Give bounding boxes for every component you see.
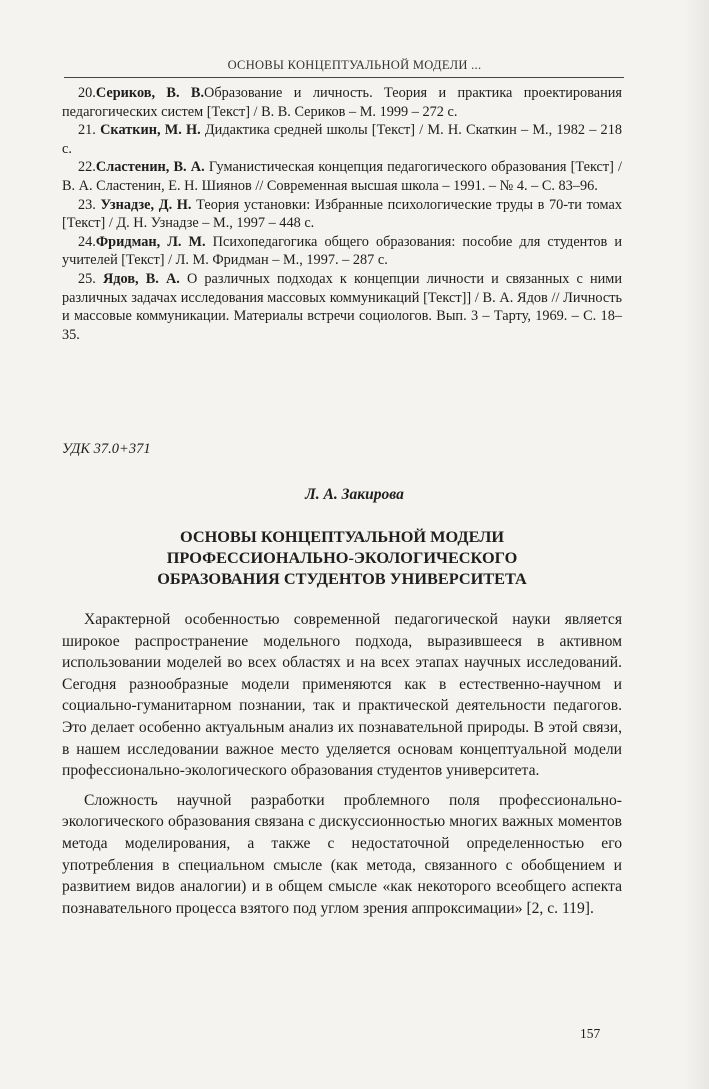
title-line: ОБРАЗОВАНИЯ СТУДЕНТОВ УНИВЕРСИТЕТА	[157, 569, 527, 588]
article-body	[62, 609, 622, 927]
reference-item	[62, 233, 622, 270]
reference-number: 24.	[78, 233, 96, 250]
title-line: ОСНОВЫ КОНЦЕПТУАЛЬНОЙ МОДЕЛИ	[179, 527, 505, 546]
reference-item	[62, 84, 622, 121]
reference-number: 25.	[78, 270, 96, 287]
reference-text: Психопедагогика общего образования: пособие для студентов и учителей [Текст] / Л. М. Фридман – М., 1997. – 287 с.	[62, 233, 622, 269]
reference-item	[62, 196, 622, 233]
page-number: 157	[580, 1026, 601, 1041]
running-head: ОСНОВЫ КОНЦЕПТУАЛЬНОЙ МОДЕЛИ ...	[227, 58, 482, 72]
udk-code: УДК 37.0+371	[62, 441, 151, 457]
reference-item	[62, 270, 622, 344]
article-author: Л. А. Закирова	[305, 486, 404, 503]
reference-number: 20.	[78, 85, 96, 101]
reference-author: Сериков, В. В.	[95, 85, 205, 101]
reference-text: Образование и личность. Теория и практика проектирования педагогических систем [Текст] / В. В. Сериков – М. 1999 – 272 с.	[62, 85, 622, 120]
reference-text: О различных подходах к концепции личности и связанных с ними различных задачах исследования массовых коммуникаций [Текст]] / В. А. Ядов // Личность и массовые коммуникации. Материалы встречи социологов. Вып. 3 – Тарту, 1969. – С. 18–35.	[62, 270, 622, 343]
reference-item	[62, 158, 622, 195]
reference-number: 21.	[78, 122, 96, 139]
reference-author: Фридман, Л. М.	[95, 233, 206, 250]
reference-author: Сластенин, В. А.	[95, 159, 205, 176]
reference-author: Ядов, В. А.	[102, 270, 180, 287]
body-paragraph: Характерной особенностью современной педагогической науки является широкое распространение модельного подхода, выразившееся в активном использовании моделей во всех областях и на всех этапах научных исследований. Сегодня разнообразные модели применяются как в естественно-научном и социально-гуманитарном познании, так и практической деятельности педагогов. Это делает особенно актуальным анализ их познавательной природы. В этой связи, в нашем исследовании важное место уделяется основам концептуальной модели профессионально-экологического образования студентов университета.	[62, 611, 622, 780]
article-title	[62, 526, 622, 589]
reference-text: Дидактика средней школы [Текст] / М. Н. Скаткин – М., 1982 – 218 с.	[62, 122, 622, 157]
reference-text: Теория установки: Избранные психологические труды в 70-ти томах [Текст] / Д. Н. Узнадзе – М., 1997 – 448 с.	[62, 196, 622, 232]
reference-number: 22.	[78, 159, 96, 176]
reference-number: 23.	[78, 196, 96, 213]
reference-list	[62, 84, 622, 344]
reference-author: Узнадзе, Д. Н.	[100, 196, 192, 213]
body-paragraph: Сложность научной разработки проблемного поля профессионально-экологического образования связана с дискуссионностью многих важных моментов метода моделирования, а также с недостаточной определенностью его употребления в специальном смысле (как метода, связанного с обобщением и развитием видов аналогии) и в общем смысле «как некоторого всеобщего аспекта познавательного процесса взятого под углом зрения аппроксимации» [2, с. 119].	[62, 791, 622, 917]
scan-edge-shadow	[683, 0, 709, 1089]
title-line: ПРОФЕССИОНАЛЬНО-ЭКОЛОГИЧЕСКОГО	[166, 548, 518, 567]
header-rule	[64, 77, 624, 78]
reference-text: Гуманистическая концепция педагогического образования [Текст] / В. А. Сластенин, Е. Н. Шиянов // Современная высшая школа – 1991. – № 4. – С. 83–96.	[62, 159, 623, 194]
reference-author: Скаткин, М. Н.	[100, 122, 201, 139]
reference-item	[62, 121, 622, 158]
